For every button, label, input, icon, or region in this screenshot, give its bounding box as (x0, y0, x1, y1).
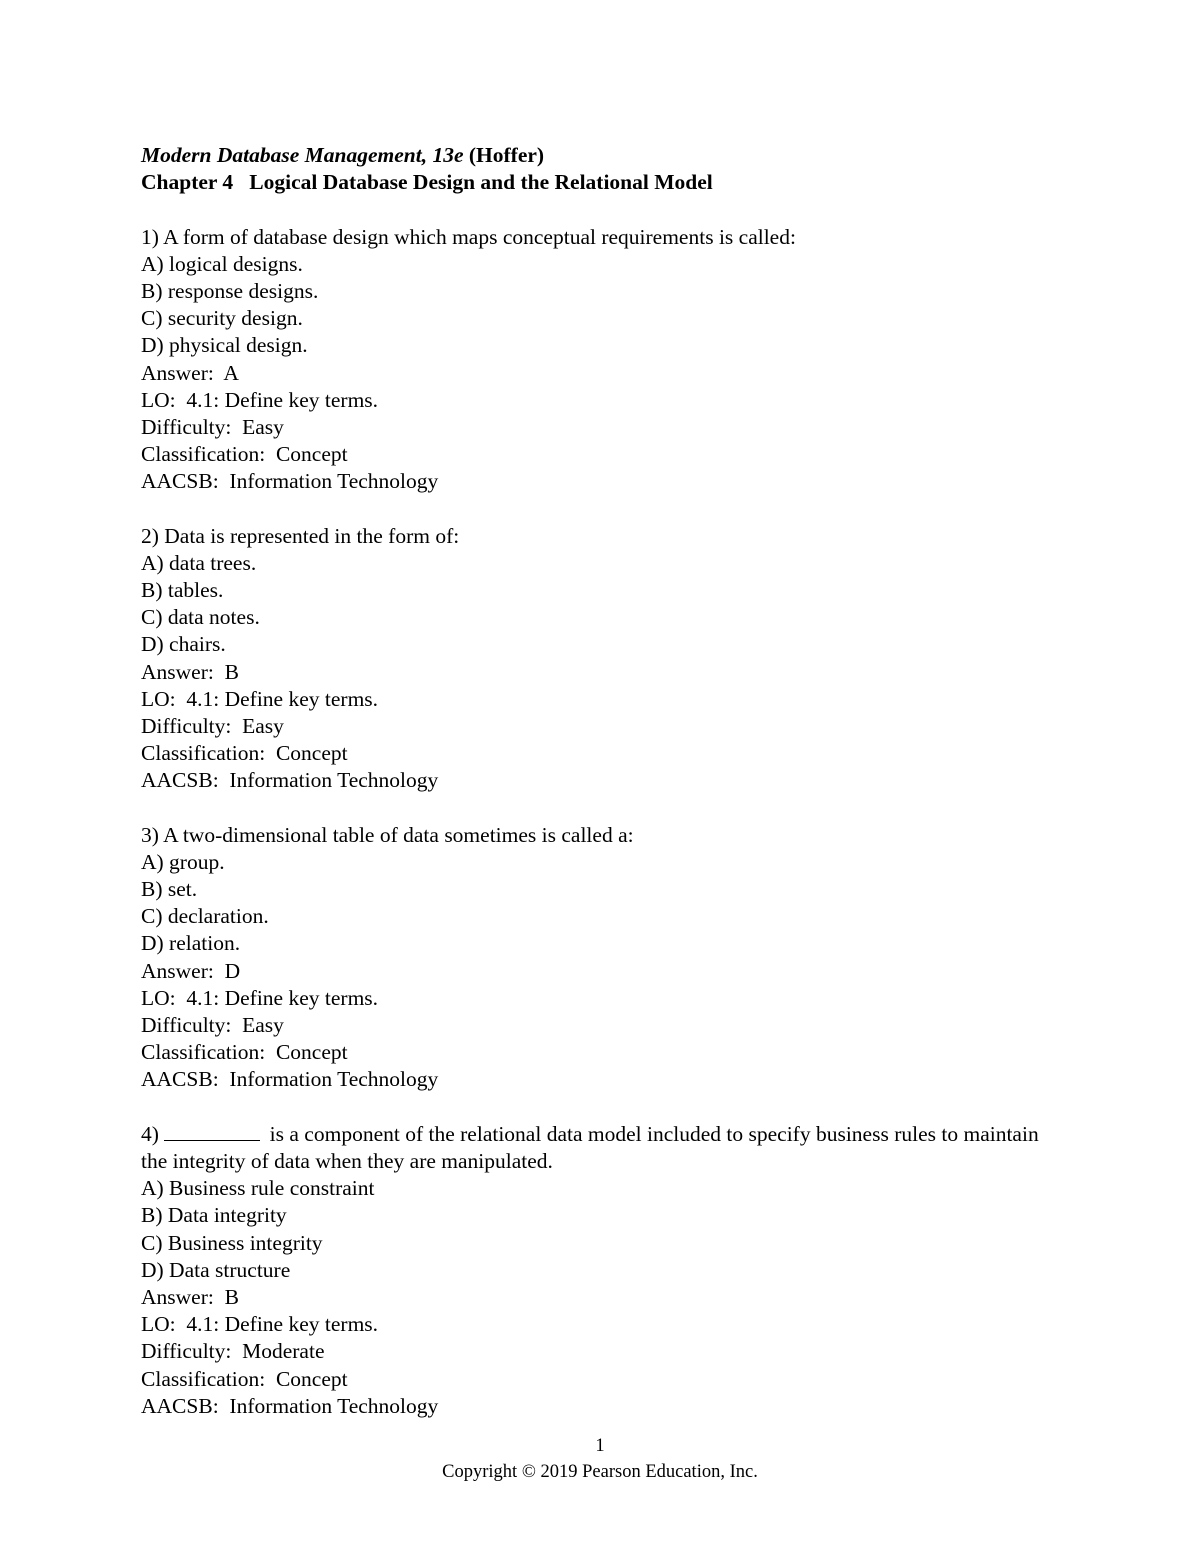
aacsb: AACSB: Information Technology (141, 469, 439, 494)
document-content (141, 142, 1061, 1420)
copyright-notice: Copyright © 2019 Pearson Education, Inc. (442, 1462, 758, 1482)
option-a: A) logical designs. (141, 251, 303, 276)
learning-objective: LO: 4.1: Define key terms. (141, 387, 379, 412)
option-a: A) Business rule constraint (141, 1176, 375, 1201)
difficulty: Difficulty: Easy (141, 713, 284, 738)
option-d: D) relation. (141, 931, 241, 956)
difficulty: Difficulty: Easy (141, 1013, 284, 1038)
option-c: C) Business integrity (141, 1230, 323, 1255)
difficulty: Difficulty: Easy (141, 414, 284, 439)
option-c: C) data notes. (141, 605, 260, 630)
question-stem: 3) A two-dimensional table of data sometimes is called a: (141, 822, 634, 847)
classification: Classification: Concept (141, 741, 348, 766)
answer: Answer: D (141, 958, 241, 983)
classification: Classification: Concept (141, 1366, 348, 1391)
answer: Answer: B (141, 1284, 239, 1309)
learning-objective: LO: 4.1: Define key terms. (141, 1312, 379, 1337)
question-2 (141, 523, 1061, 795)
fill-in-blank (164, 1122, 260, 1141)
aacsb: AACSB: Information Technology (141, 1393, 439, 1418)
aacsb: AACSB: Information Technology (141, 1067, 439, 1092)
chapter-heading: Chapter 4 Logical Database Design and the Relational Model (141, 170, 713, 195)
option-a: A) data trees. (141, 550, 257, 575)
option-d: D) chairs. (141, 632, 226, 657)
classification: Classification: Concept (141, 1040, 348, 1065)
classification: Classification: Concept (141, 442, 348, 467)
option-b: B) Data integrity (141, 1203, 287, 1228)
book-title: Modern Database Management, 13e (141, 143, 464, 167)
book-title-line (141, 142, 1061, 169)
aacsb: AACSB: Information Technology (141, 768, 439, 793)
option-b: B) tables. (141, 578, 224, 603)
option-b: B) set. (141, 877, 198, 902)
question-stem (141, 1121, 1061, 1175)
learning-objective: LO: 4.1: Define key terms. (141, 985, 379, 1010)
question-1 (141, 224, 1061, 496)
option-d: D) physical design. (141, 333, 308, 358)
book-author: (Hoffer) (468, 143, 545, 167)
option-a: A) group. (141, 849, 225, 874)
option-b: B) response designs. (141, 278, 319, 303)
option-d: D) Data structure (141, 1257, 291, 1282)
question-number: 4) (141, 1121, 159, 1146)
answer: Answer: B (141, 659, 239, 684)
question-stem-text: is a component of the relational data model included to specify business rules to maintain the integrity of data when they are manipulated. (141, 1121, 1039, 1173)
learning-objective: LO: 4.1: Define key terms. (141, 686, 379, 711)
question-stem: 2) Data is represented in the form of: (141, 523, 460, 548)
answer: Answer: A (141, 360, 239, 385)
page-number: 1 (595, 1436, 605, 1456)
option-c: C) security design. (141, 306, 303, 331)
question-stem: 1) A form of database design which maps conceptual requirements is called: (141, 224, 796, 249)
question-3 (141, 822, 1061, 1094)
question-4 (141, 1121, 1061, 1420)
difficulty: Difficulty: Moderate (141, 1339, 325, 1364)
option-c: C) declaration. (141, 904, 269, 929)
